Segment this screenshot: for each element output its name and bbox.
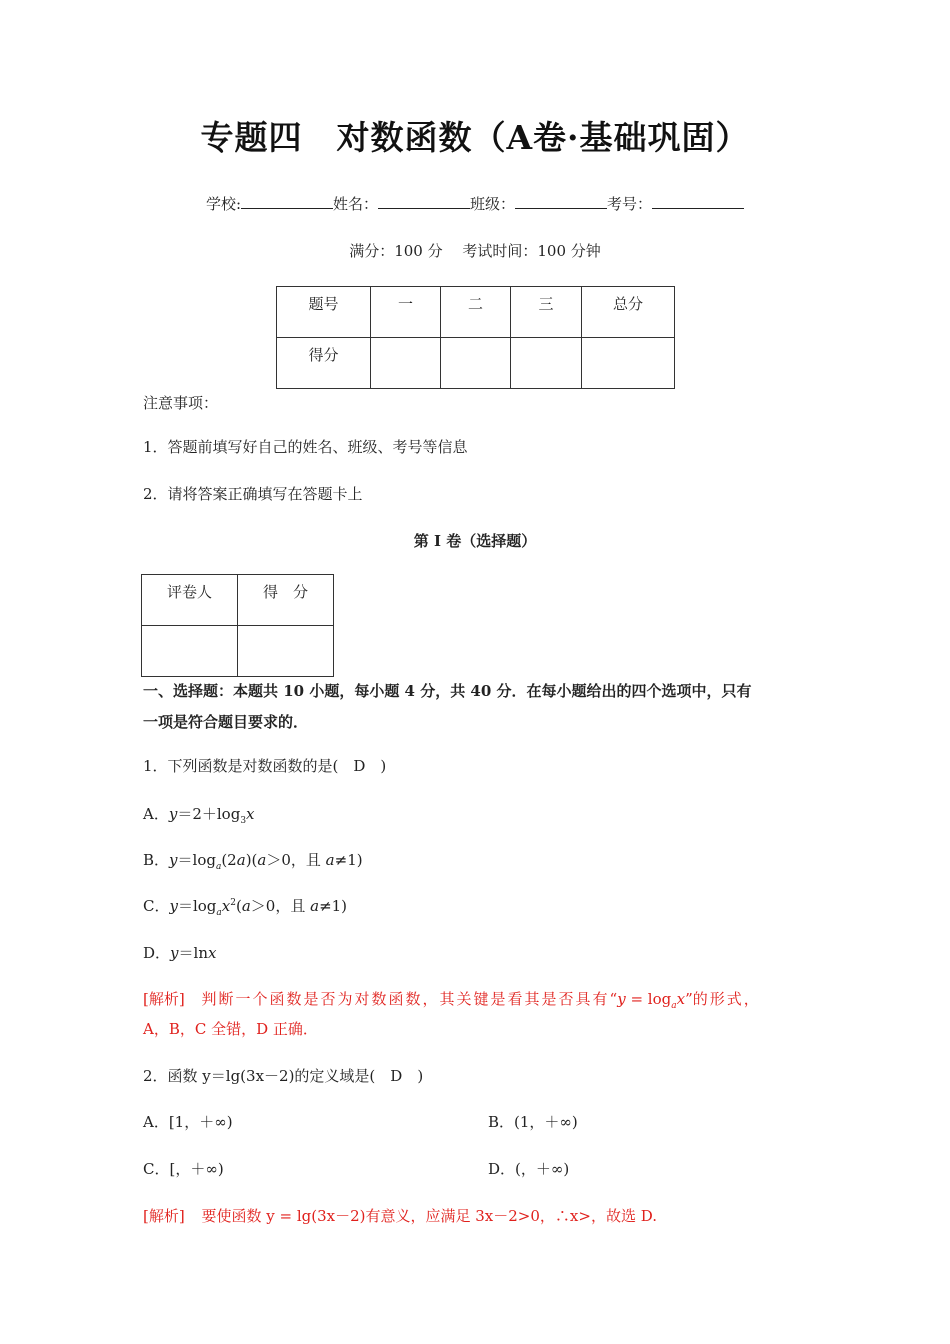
class-blank xyxy=(515,192,607,209)
evaluator-table xyxy=(141,574,334,677)
section-title: 第 I 卷（选择题） xyxy=(413,532,537,550)
score-table-header: 总分 xyxy=(582,287,675,338)
q1-option-c: C．$y=\log_ax^2(a>0$，且 a≠1) xyxy=(143,897,348,918)
part1-instruction-line2: 一项是符合题目要求的． xyxy=(143,713,309,731)
score-cell xyxy=(238,626,334,677)
name-label: 姓名： xyxy=(333,195,379,213)
q1-option-b: B．$y=\log_a(2a)(a>0$，且 a≠1) xyxy=(143,851,363,872)
score-row-label: 得分 xyxy=(277,338,371,389)
evaluator-header: 评卷人 xyxy=(142,575,238,626)
notice-heading: 注意事项： xyxy=(143,394,219,412)
q1-analysis: [解析] 判断一个函数是否为对数函数，其关键是看其是否具有“$y = \log_ax$”的形式， xyxy=(143,990,761,1011)
school-label: 学校: xyxy=(205,195,241,213)
option-label: B． xyxy=(143,851,170,869)
score-header: 得 分 xyxy=(238,575,334,626)
analysis-text-cont: 的形式， xyxy=(692,990,761,1008)
q2-option-c: C．[，＋∞) xyxy=(143,1160,224,1178)
q1-option-d: D．y＝lnx xyxy=(143,944,217,962)
exam-no-blank xyxy=(652,192,744,209)
analysis-tag: [解析] xyxy=(143,1207,185,1225)
score-table xyxy=(276,286,675,389)
analysis-text: 要使函数 y = lg(3x－2)有意义，应满足 3x－2>0，∴x>，故选 D. xyxy=(201,1207,657,1225)
score-table-header: 一 xyxy=(371,287,441,338)
q2-analysis xyxy=(143,1205,657,1226)
score-cell xyxy=(511,338,582,389)
name-blank xyxy=(378,192,470,209)
score-cell xyxy=(441,338,511,389)
document-title: 专题四 对数函数（A卷·基础巩固） xyxy=(200,118,750,157)
q2-option-d: D．(，＋∞) xyxy=(488,1160,570,1178)
student-info-line xyxy=(0,192,950,214)
option-label: D． xyxy=(143,944,171,962)
question-1-stem: 1．下列函数是对数函数的是( D ) xyxy=(143,757,387,775)
analysis-tag: [解析] xyxy=(143,990,185,1008)
analysis-text: 判断一个函数是否为对数函数，其关键是看其是否具有 xyxy=(201,990,610,1008)
q2-option-a: A．[1，＋∞) xyxy=(143,1113,233,1131)
score-table-header: 二 xyxy=(441,287,511,338)
option-label: C． xyxy=(143,897,170,915)
q1-option-a: A．$y=2+\log_3x$ xyxy=(143,805,255,826)
question-2-stem: 2．函数 y＝lg(3x－2)的定义域是( D ) xyxy=(143,1067,424,1085)
score-and-time: 满分：100 分 考试时间：100 分钟 xyxy=(349,242,601,260)
q2-option-b: B．(1，＋∞) xyxy=(488,1113,578,1131)
score-table-header: 题号 xyxy=(277,287,371,338)
notice-item-2: 2．请将答案正确填写在答题卡上 xyxy=(143,485,363,503)
school-blank xyxy=(241,192,333,209)
score-cell xyxy=(371,338,441,389)
q1-analysis-line2: A，B，C 全错，D 正确． xyxy=(143,1020,318,1038)
evaluator-cell xyxy=(142,626,238,677)
exam-no-label: 考号： xyxy=(607,195,653,213)
score-cell xyxy=(582,338,675,389)
class-label: 班级： xyxy=(470,195,516,213)
option-label: A． xyxy=(143,805,169,823)
notice-item-1: 1．答题前填写好自己的姓名、班级、考号等信息 xyxy=(143,438,468,456)
score-table-header: 三 xyxy=(511,287,582,338)
part1-instruction-line1: 一、选择题：本题共 10 小题，每小题 4 分，共 40 分．在每小题给出的四个选项中，只有 xyxy=(143,682,752,700)
